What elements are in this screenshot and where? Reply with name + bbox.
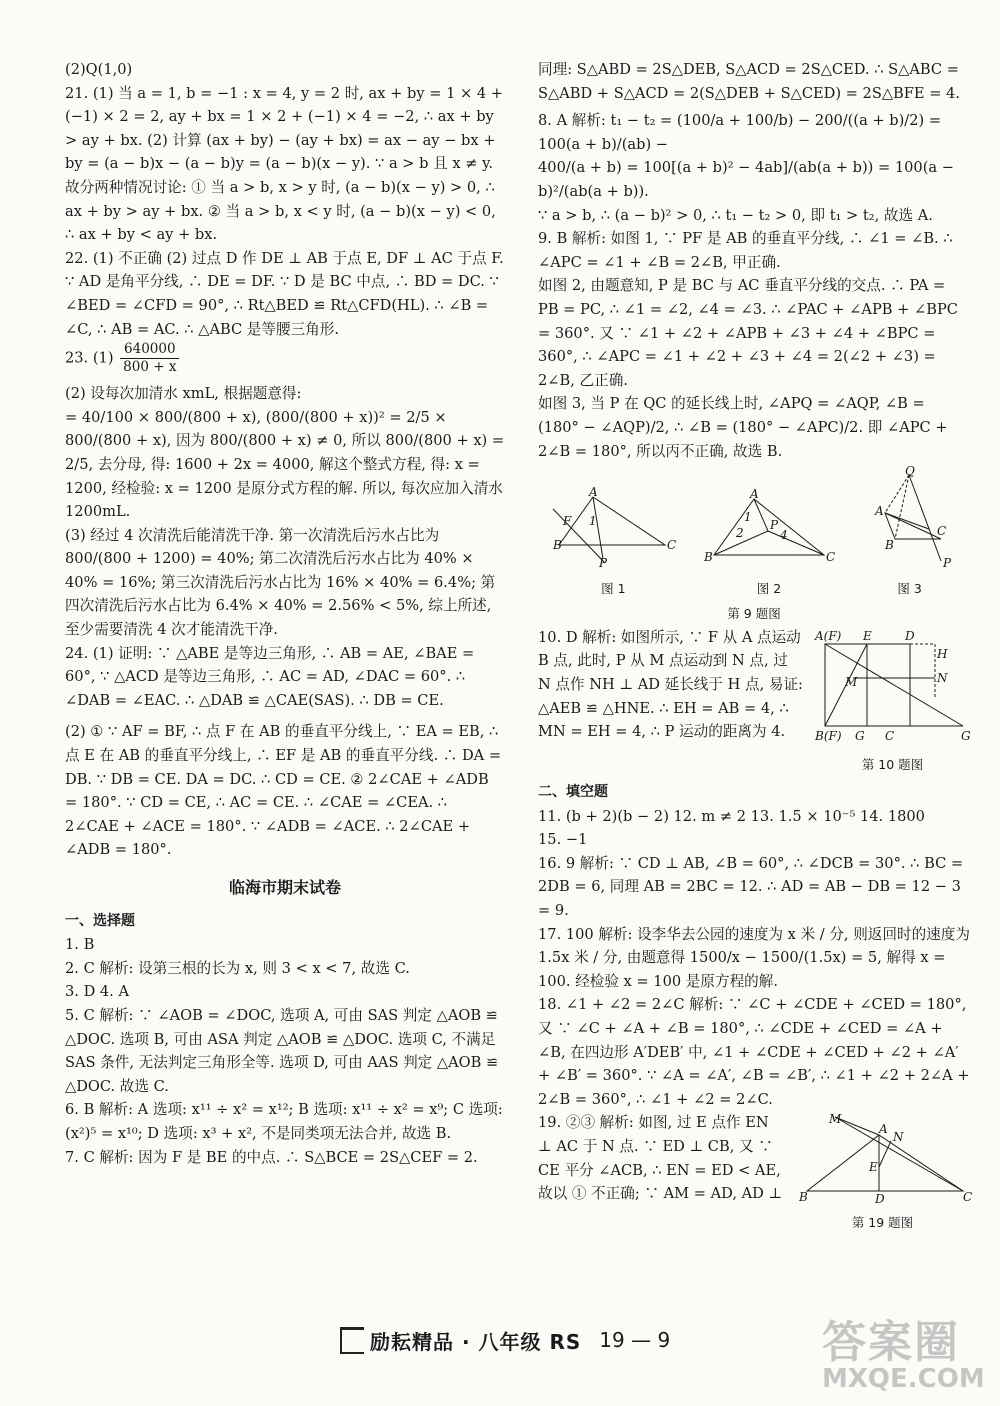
answer-3-4: 3. D 4. A <box>65 983 130 1001</box>
figure-9-3-diagram <box>865 464 955 571</box>
svg-text:A: A <box>589 485 598 500</box>
answer-10: 10. D 解析: 如图所示, ∵ F 从 A 点运动 B 点, 此时, P 从 M 点运动到 N 点, 过 N 点作 NH ⊥ AD 延长线于 H 点, 易证: △AEB ≌ △HNE. ∴ EH = AB = 4, ∴ MN = EH = 4, ∴ P 运动的距离为 4. <box>538 628 803 741</box>
svg-text:1: 1 <box>589 514 597 529</box>
svg-text:H: H <box>937 646 948 661</box>
answer-8-tail: ∵ a > b, ∴ (a − b)² > 0, ∴ t₁ − t₂ > 0, 即 t₁ > t₂, 故选 A. <box>538 206 933 224</box>
footer-mark-icon <box>340 1327 364 1354</box>
svg-text:G: G <box>855 728 865 743</box>
exam-title: 临海市期末试卷 <box>228 878 341 897</box>
answer-8-mid: 400/(a + b) = 100[(a + b)² − 4ab]/(ab(a + b)) = 100(a − b)²/(ab(a + b)). <box>538 159 954 200</box>
page-footer <box>340 1320 670 1360</box>
figure-9-1 <box>553 485 677 600</box>
watermark <box>822 1306 992 1396</box>
answer-7-continued: 同理: S△ABD = 2S△DEB, S△ACD = 2S△CED. ∴ S△ABC = S△ABD + S△ACD = 2(S△DEB + S△CED) = 2S△BFE = 4. <box>538 61 960 102</box>
svg-text:P: P <box>769 518 779 533</box>
figure-9-2-diagram <box>704 489 834 569</box>
answer-23-3: (3) 经过 4 次清洗后能清洗干净. 第一次清洗后污水占比为 800/(800 + 1200) = 40%; 第二次清洗后污水占比为 40% × 40% = 16%; 第三次清洗后污水占比为 16% × 40% = 6.4%; 第四次清洗后污水占比为 6.4% × 40% = 2.56% < 5%, 综上所述, 至少需要清洗 4 次才能清洗干净. <box>65 526 496 639</box>
answer-9-part3: 如图 3, 当 P 在 QC 的延长线上时, ∠APQ = ∠AQP, ∠B = (180° − ∠AQP)/2, ∴ ∠B = (180° − ∠APC)/2. 即 ∠APC + 2∠B = 180°, 所以丙不正确, 故选 B. <box>538 395 948 460</box>
answer-23-1 <box>65 341 505 376</box>
answer-2: 2. C 解析: 设第三根的长为 x, 则 3 < x < 7, 故选 C. <box>65 959 410 977</box>
answer-6: 6. B 解析: A 选项: x¹¹ ÷ x² = x¹²; B 选项: x¹¹ ÷ x² = x⁹; C 选项: (x²)⁵ = x¹⁰; D 选项: x³ + x², 不是同类项无法合并, 故选 B. <box>65 1101 503 1142</box>
answer-9-part1: 9. B 解析: 如图 1, ∵ PF 是 AB 的垂直平分线, ∴ ∠1 = ∠B. ∴ ∠APC = ∠1 + ∠B = 2∠B, 甲正确. <box>538 230 953 271</box>
answer-7: 7. C 解析: 因为 F 是 BE 的中点. ∴ S△BCE = 2S△CEF = 2. <box>65 1148 478 1166</box>
answer-23-1-fraction <box>120 341 179 376</box>
svg-text:A: A <box>874 504 884 519</box>
svg-text:F: F <box>563 514 572 529</box>
figure-9-caption: 第 9 题图 <box>727 606 781 622</box>
page-number: 19 — 9 <box>599 1328 671 1352</box>
svg-text:C: C <box>936 524 946 539</box>
answer-22: 22. (1) 不正确 (2) 过点 D 作 DE ⊥ AB 于点 E, DF ⊥ AC 于点 F. ∵ AD 是角平分线, ∴ DE = DF. ∵ D 是 BC 中点, ∴ BD = DC. ∵ ∠BED = ∠CFD = 90°, ∴ Rt△BED ≌ Rt△CFD(HL). ∴ ∠B = ∠C, ∴ AB = AC. ∴ △ABC 是等腰三角形. <box>65 249 504 338</box>
watermark-url: MXQE.COM <box>822 1364 985 1394</box>
svg-text:D: D <box>875 1192 885 1207</box>
svg-text:4: 4 <box>779 528 788 543</box>
svg-text:B: B <box>703 550 713 565</box>
svg-text:2: 2 <box>735 526 744 541</box>
answer-5: 5. C 解析: ∵ ∠AOB = ∠DOC, 选项 A, 可由 SAS 判定 △AOB ≌ △DOC. 选项 B, 可由 ASA 判定 △AOB ≌ △DOC. 选项 C, 不满足 SAS 条件, 无法判定三角形全等. 选项 D, 可由 AAS 判定 △AOB ≌ △DOC. 故选 C. <box>65 1006 499 1095</box>
answer-8-head: 8. A 解析: t₁ − t₂ = (100/a + 100/b) − 200/((a + b)/2) = 100(a + b)/(ab) − <box>538 112 942 153</box>
figure-19-diagram <box>795 1112 973 1207</box>
figure-19-caption: 第 19 题图 <box>851 1214 914 1230</box>
footer-brand: 励耘精品 · 八年级 RS <box>370 1329 582 1354</box>
answer-16: 16. 9 解析: ∵ CD ⊥ AB, ∠B = 60°, ∴ ∠DCB = 30°. ∴ BC = 2DB = 6, 同理 AB = 2BC = 12. ∴ AD = AB − DB = 12 − 3 = 9. <box>538 854 964 920</box>
figure-9-1-label: 图 1 <box>601 580 626 596</box>
svg-text:D: D <box>905 628 915 643</box>
answer-23-2-body: = 40/100 × 800/(800 + x), (800/(800 + x))² = 2/5 × 800/(800 + x), 因为 800/(800 + x) ≠ 0, 所以 800/(800 + x) = 2/5, 去分母, 得: 1600 + 2x = 4000, 解这个整式方程, 得: x = 1200, 经检验: x = 1200 是原分式方程的解. 所以, 每次应加入清水 1200mL. <box>65 408 505 521</box>
svg-text:C: C <box>667 538 677 553</box>
svg-text:B(F): B(F) <box>815 728 842 743</box>
svg-text:B: B <box>553 538 563 553</box>
figure-9-2 <box>704 489 834 600</box>
section-fill-heading: 二、填空题 <box>538 784 608 801</box>
svg-text:A: A <box>749 487 759 502</box>
svg-text:M: M <box>845 674 858 689</box>
figure-10 <box>815 628 970 777</box>
figure-9-1-diagram <box>553 485 677 571</box>
right-column <box>538 58 973 1239</box>
figure-9-2-label: 图 2 <box>756 580 782 596</box>
svg-text:B: B <box>884 538 894 553</box>
answer-23-1-prefix: 23. (1) <box>65 349 114 367</box>
svg-text:E: E <box>863 628 872 643</box>
answer-17: 17. 100 解析: 设李华去公园的速度为 x 米 / 分, 则返回时的速度为 1.5x 米 / 分, 由题意得 1500/x − 1500/(1.5x) = 5, 解得 x = 100. 经检验 x = 100 是原方程的解. <box>538 925 970 990</box>
fraction-denominator: 800 + x <box>123 359 177 376</box>
svg-text:C: C <box>963 1190 973 1205</box>
svg-text:P: P <box>942 556 951 571</box>
svg-text:E: E <box>869 1160 878 1175</box>
svg-text:M: M <box>829 1112 842 1127</box>
section-choice-heading: 一、选择题 <box>65 912 135 929</box>
svg-text:B: B <box>799 1190 808 1205</box>
figure-10-diagram <box>815 628 970 746</box>
answer-20-2: (2)Q(1,0) <box>65 61 133 78</box>
figure-9-row <box>538 464 970 600</box>
answer-19: 19. ②③ 解析: 如图, 过 E 点作 EN ⊥ AC 于 N 点. ∵ ED ⊥ CB, 又 ∵ CE 平分 ∠ACB, ∴ EN = ED < AE, 故以 ① 不正确; ∵ AM = AD, AD ⊥ <box>538 1114 783 1203</box>
figure-19 <box>795 1112 973 1234</box>
svg-text:1: 1 <box>743 510 752 525</box>
svg-text:A: A <box>879 1122 888 1137</box>
svg-text:C: C <box>885 728 895 743</box>
svg-text:P: P <box>599 556 608 571</box>
answer-21: 21. (1) 当 a = 1, b = −1 : x = 4, y = 2 时, ax + by = 1 × 4 + (−1) × 2 = 2, ay + bx = 1 × 2 + (−1) × 4 = −2, ∴ ax + by > ay + bx. (2) 计算 (ax + by) − (ay + bx) = ax − ay − bx + by = (a − b)x − (a − b)y = (a − b)(x − y). ∵ a > b 且 x ≠ y. 故分两种情况讨论: ① 当 a > b, x > y 时, (a − b)(x − y) > 0, ∴ ax + by > ay + bx. ② 当 a > b, x < y 时, (a − b)(x − y) < 0, ∴ ax + by < ay + bx. <box>65 84 504 244</box>
fraction-numerator: 640000 <box>120 341 179 359</box>
svg-text:N: N <box>937 670 948 685</box>
left-column <box>65 58 505 1169</box>
answer-11-14: 11. (b + 2)(b − 2) 12. m ≠ 2 13. 1.5 × 10⁻⁵ 14. 1800 <box>538 807 925 825</box>
svg-text:A(F): A(F) <box>815 628 842 643</box>
watermark-logo: 答案圈 <box>822 1317 960 1368</box>
figure-10-caption: 第 10 题图 <box>861 757 924 773</box>
answer-24-2: (2) ① ∵ AF = BF, ∴ 点 F 在 AB 的垂直平分线上, ∵ EA = EB, ∴ 点 E 在 AB 的垂直平分线上, ∴ EF 是 AB 的垂直平分线. ∴ DA = DB. ∵ DB = CE. DA = DC. ∴ CD = CE. ② 2∠CAE + ∠ADB = 180°. ∵ CD = CE, ∴ AC = CE. ∴ ∠CAE = ∠CEA. ∴ 2∠CAE + ∠ACE = 180°. ∵ ∠ADB = ∠ACE. ∴ 2∠CAE + ∠ADB = 180°. <box>65 723 502 859</box>
answer-15: 15. −1 <box>538 831 588 849</box>
svg-text:N: N <box>893 1130 904 1145</box>
figure-9-3-label: 图 3 <box>897 580 922 596</box>
svg-text:Q: Q <box>904 464 915 479</box>
figure-9-3 <box>865 464 955 600</box>
svg-text:C: C <box>825 550 836 565</box>
svg-text:G: G <box>961 728 971 743</box>
answer-1: 1. B <box>65 936 95 954</box>
answer-24-1: 24. (1) 证明: ∵ △ABE 是等边三角形, ∴ AB = AE, ∠BAE = 60°, ∵ △ACD 是等边三角形, ∴ AC = AD, ∠DAC = 60°. ∴ ∠DAB = ∠EAC. ∴ △DAB ≌ △CAE(SAS). ∴ DB = CE. <box>65 644 475 709</box>
answer-9-part2: 如图 2, 由题意知, P 是 BC 与 AC 垂直平分线的交点. ∴ PA = PB = PC, ∴ ∠1 = ∠2, ∠4 = ∠3. ∴ ∠PAC + ∠APB + ∠BPC = 360°. 又 ∵ ∠1 + ∠2 + ∠APB + ∠3 + ∠4 + ∠BPC = 360°, ∴ ∠APC = ∠1 + ∠2 + ∠3 + ∠4 = 2(∠2 + ∠3) = 2∠B, 乙正确. <box>538 277 958 389</box>
answer-18: 18. ∠1 + ∠2 = 2∠C 解析: ∵ ∠C + ∠CDE + ∠CED = 180°, 又 ∵ ∠C + ∠A + ∠B = 180°, ∴ ∠CDE + ∠CED = ∠A + ∠B, 在四边形 A′DEB′ 中, ∠1 + ∠CDE + ∠CED + ∠2 + ∠A′ + ∠B′ = 360°. ∵ ∠A = ∠A′, ∠B = ∠B′, ∴ ∠1 + ∠2 + 2∠A + 2∠B = 360°, ∴ ∠1 + ∠2 = 2∠C. <box>538 996 970 1108</box>
answer-23-2-lead: (2) 设每次加清水 xmL, 根据题意得: <box>65 385 302 403</box>
